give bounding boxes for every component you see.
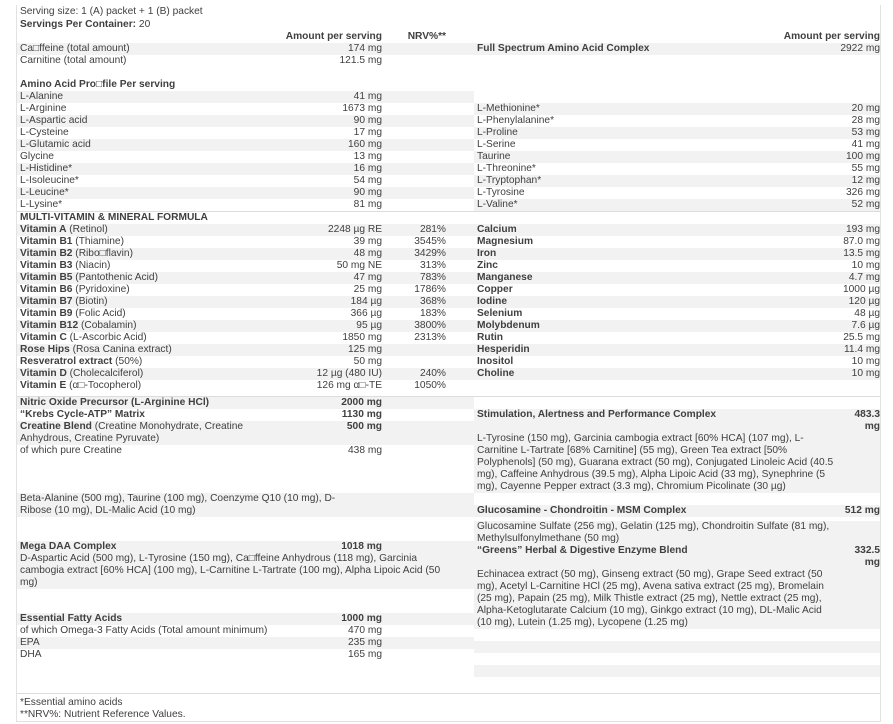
- nutrient-name: Magnesium: [477, 236, 534, 247]
- table-row: [17, 151, 474, 163]
- table-row: [17, 55, 474, 67]
- gluco-text-row: Glucosamine Sulfate (256 mg), Gelatin (125 mg), Chondroitin Sulfate (81 mg), Methylsulfonylmethane (50 mg): [474, 521, 880, 545]
- gluco-title-row: Glucosamine - Chondroitin - MSM Complex 512 mg: [474, 505, 880, 517]
- fatty-title-row: Essential Fatty Acids 1000 mg: [17, 613, 474, 625]
- nutrient-amount: 1673 mg: [342, 103, 382, 114]
- table-row: [17, 139, 474, 151]
- nutrient-name: Iodine: [477, 296, 507, 307]
- vitamin-bold-name: Rose Hips: [20, 344, 70, 355]
- nutrient-name: L-Methionine*: [477, 103, 540, 114]
- right-column-headers: Amount per serving: [474, 31, 880, 43]
- nutrient-amount: 41 mg: [851, 139, 880, 150]
- nutrient-name: Selenium: [477, 308, 523, 319]
- nutrient-nrv: [382, 175, 446, 187]
- nutrient-nrv: [382, 187, 446, 199]
- vitamin-name: [17, 248, 277, 260]
- nutrient-nrv: [382, 55, 446, 67]
- vitamin-name: [17, 296, 277, 308]
- table-row: [17, 163, 474, 175]
- table-row: [17, 332, 474, 344]
- nutrient-amount: 17 mg: [353, 127, 382, 138]
- table-row: [474, 103, 880, 115]
- table-row: [17, 187, 474, 199]
- greens-text-row: Echinacea extract (50 mg), Ginseng extract (50 mg), Grape Seed extract (50 mg), Acetyl L-Carnitine HCl (25 mg), Avena sativa extract (25 mg), Bromelain (25 mg), Papain (25 mg), Milk Thistle extract (25 mg), Nettle extract (25 mg), Alpha-Ketoglutarate Calcium (10 mg), Ginkgo extract (10 mg), DL-Malic Acid (10 mg), Lutein (1.25 mg), Lycopene (1.25 mg): [474, 569, 880, 629]
- vitamin-detail: (Thiamine): [72, 236, 124, 247]
- nutrient-amount: 48 µg: [854, 308, 880, 319]
- vitamin-bold-name: Vitamin A: [20, 224, 67, 235]
- vitamin-nrv: 3545%: [414, 236, 446, 247]
- nutrient-amount: 7.6 µg: [851, 320, 880, 331]
- nutrient-name: L-Aspartic acid: [20, 115, 88, 126]
- supplement-facts-table: [16, 5, 881, 722]
- vitamin-name: [17, 272, 277, 284]
- nutrient-name: L-Cysteine: [20, 127, 69, 138]
- table-row: [17, 127, 474, 139]
- table-row: [474, 320, 880, 332]
- daa-title-row: Mega DAA Complex 1018 mg: [17, 541, 474, 553]
- nutrient-name: L-Phenylalanine*: [477, 115, 555, 126]
- nutrient-amount: 52 mg: [851, 199, 880, 210]
- nutrient-name: Glycine: [20, 151, 54, 162]
- nutrient-amount: 81 mg: [353, 199, 382, 210]
- nutrient-amount: 54 mg: [353, 175, 382, 186]
- vitamin-column: [17, 212, 474, 392]
- nutrient-name: L-Alanine: [20, 91, 64, 102]
- table-row: [17, 625, 474, 637]
- table-row: [17, 43, 474, 55]
- footnote: *Essential amino acids: [20, 697, 123, 708]
- vitamin-nrv: 1786%: [414, 284, 446, 295]
- top-section: [17, 31, 880, 211]
- table-row: [17, 320, 474, 332]
- nutrient-amount: 11.4 mg: [843, 344, 880, 355]
- vitamin-bold-name: Resveratrol extract: [20, 356, 113, 367]
- nutrient-name: L-Threonine*: [477, 163, 536, 174]
- nutrient-amount: 55 mg: [851, 163, 880, 174]
- table-row: [17, 344, 474, 356]
- vitamin-bold-name: Vitamin B6: [20, 284, 73, 295]
- table-row: [474, 368, 880, 380]
- nutrient-name: Rutin: [477, 332, 504, 343]
- nutrient-name: Iron: [477, 248, 497, 259]
- table-row: [474, 43, 880, 55]
- table-row: [17, 380, 474, 392]
- vitamin-detail: (L-Ascorbic Acid): [66, 332, 147, 343]
- vitamin-detail: (Ribo□flavin): [72, 248, 133, 259]
- vitamin-amount: 48 mg: [353, 248, 382, 259]
- nutrient-name: Choline: [477, 368, 515, 379]
- amino-title: Amino Acid Pro□file Per serving: [17, 79, 474, 91]
- table-row: [474, 248, 880, 260]
- vitamin-detail: (Retinol): [66, 224, 108, 235]
- vitamin-detail: (Cholecalciferol): [66, 368, 144, 379]
- nutrient-amount: 193 mg: [846, 224, 880, 235]
- vitamin-bold-name: Vitamin C: [20, 332, 67, 343]
- table-row: [474, 272, 880, 284]
- vitamin-detail: (Folic Acid): [72, 308, 126, 319]
- vitamin-amount: 50 mg NE: [336, 260, 382, 271]
- fatty-name: of which Omega-3 Fatty Acids (Total amount minimum): [20, 625, 268, 636]
- nutrient-name: Copper: [477, 284, 513, 295]
- table-row: [474, 199, 880, 211]
- table-row: [17, 272, 474, 284]
- fatty-name: DHA: [20, 649, 42, 660]
- mineral-column: [474, 212, 880, 392]
- nutrient-nrv: [382, 151, 446, 163]
- nutrient-name: Full Spectrum Amino Acid Complex: [477, 43, 650, 54]
- daa-text-row: D-Aspartic Acid (500 mg), L-Tyrosine (150 mg), Ca□ffeine Anhydrous (118 mg), Garcinia cambogia extract [60% HCA] (100 mg), L-Carnitine L-Tartrate (100 mg), Alpha Lipoic Acid (50 mg): [17, 553, 474, 589]
- vitamin-bold-name: Vitamin E: [20, 380, 67, 391]
- nutrient-nrv: [382, 103, 446, 115]
- nutrient-amount: 12 mg: [851, 175, 880, 186]
- fatty-amount: 165 mg: [348, 649, 382, 660]
- nutrient-amount: 13.5 mg: [843, 248, 880, 259]
- servings-per-container: Servings Per Container: 20: [20, 19, 151, 30]
- vitamin-name: [17, 380, 277, 392]
- vitamin-amount: 184 µg: [350, 296, 382, 307]
- table-row: [17, 224, 474, 236]
- table-row: [17, 103, 474, 115]
- nutrient-amount: 20 mg: [851, 103, 880, 114]
- vitamin-amount: 366 µg: [350, 308, 382, 319]
- table-row: [474, 332, 880, 344]
- table-row: [17, 637, 474, 649]
- column-headers: Amount per serving NRV%**: [17, 31, 474, 43]
- table-row: [474, 163, 880, 175]
- nutrient-name: Manganese: [477, 272, 533, 283]
- table-row: [474, 284, 880, 296]
- vitamin-bold-name: Vitamin B2: [20, 248, 73, 259]
- vitamin-name: [17, 260, 277, 272]
- nutrient-name: Calcium: [477, 224, 517, 235]
- table-row: [474, 175, 880, 187]
- table-row: [17, 308, 474, 320]
- blend-right: [474, 397, 880, 689]
- table-row: [474, 224, 880, 236]
- nutrient-name: L-Tryptophan*: [477, 175, 542, 186]
- vitamin-amount: 47 mg: [353, 272, 382, 283]
- greens-title-row: “Greens” Herbal & Digestive Enzyme Blend 332.5 mg: [474, 545, 880, 569]
- footnote: **NRV%: Nutrient Reference Values.: [20, 709, 186, 720]
- nutrient-amount: 28 mg: [851, 115, 880, 126]
- vitamin-bold-name: Vitamin B12: [20, 320, 79, 331]
- table-row: [474, 356, 880, 368]
- vitamin-bold-name: Vitamin B9: [20, 308, 73, 319]
- table-row: [474, 344, 880, 356]
- nutrient-name: L-Glutamic acid: [20, 139, 91, 150]
- vitamin-detail: (Cobalamin): [78, 320, 137, 331]
- nutrient-nrv: [382, 127, 446, 139]
- vitamin-nrv: 240%: [419, 368, 446, 379]
- vitamin-detail: (Niacin): [72, 260, 111, 271]
- vitamin-nrv: 2313%: [414, 332, 446, 343]
- left-column: [17, 31, 474, 211]
- fatty-name: EPA: [20, 637, 40, 648]
- vitamin-name: [17, 284, 277, 296]
- table-row: [17, 356, 474, 368]
- table-row: [474, 187, 880, 199]
- vitamin-amount: 2248 µg RE: [327, 224, 382, 235]
- table-row: [17, 649, 474, 661]
- vitamin-name: [17, 236, 277, 248]
- nutrient-name: Carnitine (total amount): [20, 55, 127, 66]
- vitamin-detail: (Pantothenic Acid): [72, 272, 158, 283]
- vitamin-nrv: 368%: [419, 296, 446, 307]
- vitamin-bold-name: Vitamin B5: [20, 272, 73, 283]
- vitamin-nrv: 3429%: [414, 248, 446, 259]
- creatine-pure-row: of which pure Creatine 438 mg: [17, 445, 474, 457]
- nutrient-name: Zinc: [477, 260, 498, 271]
- blend-section: [17, 397, 880, 689]
- vitamin-name: [17, 344, 277, 356]
- footnotes: [17, 694, 880, 721]
- nutrient-amount: 326 mg: [846, 187, 880, 198]
- nutrient-name: Ca□ffeine (total amount): [20, 43, 130, 54]
- table-row: [474, 115, 880, 127]
- nutrient-name: L-Proline: [477, 127, 518, 138]
- stim-title-row: Stimulation, Alertness and Performance Complex 483.3 mg: [474, 409, 880, 433]
- nutrient-name: L-Histidine*: [20, 163, 73, 174]
- nutrient-name: L-Valine*: [477, 199, 518, 210]
- table-row: [474, 308, 880, 320]
- nutrient-name: Inositol: [477, 356, 514, 367]
- table-row: [17, 296, 474, 308]
- vitamin-nrv: 1050%: [414, 380, 446, 391]
- krebs-other-row: Beta-Alanine (500 mg), Taurine (100 mg), Coenzyme Q10 (10 mg), D-Ribose (10 mg), DL-Malic Acid (10 mg): [17, 493, 474, 517]
- nutrient-amount: 120 µg: [848, 296, 880, 307]
- stim-text-row: L-Tyrosine (150 mg), Garcinia cambogia extract [60% HCA] (107 mg), L-Carnitine L-Tartrate [68% Carnitine] (55 mg), Green Tea extract [50% Polyphenols] (50 mg), Guarana extract (50 mg), Conjugated Linoleic Acid (40.5 mg), Caffeine Anhydrous (39.5 mg), Alpha Lipoic Acid (33 mg), Synephrine (5 mg), Cayenne Pepper extract (3.3 mg), Chromium Picolinate (30 µg): [474, 433, 880, 493]
- nutrient-amount: 41 mg: [353, 91, 382, 102]
- vitamin-name: [17, 332, 277, 344]
- nutrient-nrv: [382, 91, 446, 103]
- nutrient-amount: 174 mg: [348, 43, 382, 54]
- vitamin-detail: (α□-Tocopherol): [66, 380, 142, 391]
- nutrient-amount: 90 mg: [353, 115, 382, 126]
- table-row: [474, 260, 880, 272]
- nitric-row: Nitric Oxide Precursor (L-Arginine HCl) 2000 mg: [17, 397, 474, 409]
- vitamin-nrv: 183%: [419, 308, 446, 319]
- table-row: [17, 91, 474, 103]
- nutrient-name: Taurine: [477, 151, 511, 162]
- nutrient-amount: 100 mg: [846, 151, 880, 162]
- vitamin-nrv: 3800%: [414, 320, 446, 331]
- nutrient-amount: 160 mg: [348, 139, 382, 150]
- nutrient-amount: 16 mg: [353, 163, 382, 174]
- serving-size: Serving size: 1 (A) packet + 1 (B) packet: [20, 6, 203, 17]
- vitamin-bold-name: Vitamin B7: [20, 296, 73, 307]
- table-row: [474, 151, 880, 163]
- nutrient-amount: 1000 µg: [842, 284, 880, 295]
- table-row: [474, 296, 880, 308]
- nutrient-amount: 90 mg: [353, 187, 382, 198]
- table-row: [17, 236, 474, 248]
- vitamin-amount: 12 µg (480 IU): [316, 368, 382, 379]
- nutrient-amount: 10 mg: [851, 356, 880, 367]
- vitamin-name: [17, 368, 277, 380]
- nutrient-amount: 25.5 mg: [843, 332, 880, 343]
- vitamin-nrv: 783%: [419, 272, 446, 283]
- krebs-row: “Krebs Cycle-ATP” Matrix 1130 mg: [17, 409, 474, 421]
- vitamin-nrv: [382, 356, 446, 368]
- nutrient-nrv: [382, 199, 446, 211]
- vitamin-amount: 50 mg: [353, 356, 382, 367]
- vitamin-name: [17, 356, 277, 368]
- vitamin-name: [17, 224, 277, 236]
- vitamin-detail: (50%): [112, 356, 143, 367]
- vitamin-amount: 39 mg: [353, 236, 382, 247]
- nutrient-name: L-Lysine*: [20, 199, 63, 210]
- right-column: [474, 31, 880, 211]
- table-row: [17, 368, 474, 380]
- vitamin-nrv: 281%: [419, 224, 446, 235]
- nutrient-name: L-Tyrosine: [477, 187, 525, 198]
- vitamin-bold-name: Vitamin B1: [20, 236, 73, 247]
- nutrient-name: Molybdenum: [477, 320, 540, 331]
- table-row: [17, 115, 474, 127]
- table-row: [17, 260, 474, 272]
- vitamin-detail: (Pyridoxine): [72, 284, 130, 295]
- nutrient-nrv: [382, 115, 446, 127]
- blend-left: [17, 397, 474, 689]
- table-row: [17, 199, 474, 211]
- vitamin-section: [17, 212, 880, 392]
- vitamin-amount: 1850 mg: [342, 332, 382, 343]
- vitamin-amount: 95 µg: [356, 320, 382, 331]
- fatty-amount: 470 mg: [348, 625, 382, 636]
- nutrient-amount: 10 mg: [851, 260, 880, 271]
- nutrient-amount: 10 mg: [851, 368, 880, 379]
- vitamin-bold-name: Vitamin B3: [20, 260, 73, 271]
- creatine-row: Creatine Blend (Creatine Monohydrate, Creatine Anhydrous, Creatine Pyruvate) 500 mg: [17, 421, 474, 445]
- multi-title: MULTI-VITAMIN & MINERAL FORMULA: [17, 212, 474, 224]
- vitamin-amount: 126 mg α□-TE: [316, 380, 382, 391]
- nutrient-nrv: [382, 139, 446, 151]
- vitamin-bold-name: Vitamin D: [20, 368, 67, 379]
- table-row: [474, 127, 880, 139]
- table-row: [17, 248, 474, 260]
- vitamin-amount: 125 mg: [348, 344, 382, 355]
- nutrient-amount: 4.7 mg: [848, 272, 880, 283]
- table-row: [474, 139, 880, 151]
- vitamin-detail: (Biotin): [72, 296, 108, 307]
- table-row: [17, 284, 474, 296]
- vitamin-amount: 25 mg: [353, 284, 382, 295]
- table-row: [17, 175, 474, 187]
- table-row: [474, 236, 880, 248]
- nutrient-name: L-Arginine: [20, 103, 67, 114]
- vitamin-name: [17, 308, 277, 320]
- nutrient-amount: 2922 mg: [840, 43, 880, 54]
- vitamin-name: [17, 320, 277, 332]
- vitamin-detail: (Rosa Canina extract): [69, 344, 172, 355]
- nutrient-amount: 13 mg: [353, 151, 382, 162]
- nutrient-name: Hesperidin: [477, 344, 530, 355]
- nutrient-name: L-Isoleucine*: [20, 175, 79, 186]
- nutrient-name: L-Leucine*: [20, 187, 69, 198]
- nutrient-amount: 87.0 mg: [843, 236, 880, 247]
- nutrient-nrv: [382, 163, 446, 175]
- nutrient-amount: 121.5 mg: [339, 55, 382, 66]
- nutrient-amount: 53 mg: [851, 127, 880, 138]
- fatty-amount: 235 mg: [348, 637, 382, 648]
- nutrient-name: L-Serine: [477, 139, 516, 150]
- vitamin-nrv: 313%: [419, 260, 446, 271]
- vitamin-nrv: [382, 344, 446, 356]
- nutrient-nrv: [382, 43, 446, 55]
